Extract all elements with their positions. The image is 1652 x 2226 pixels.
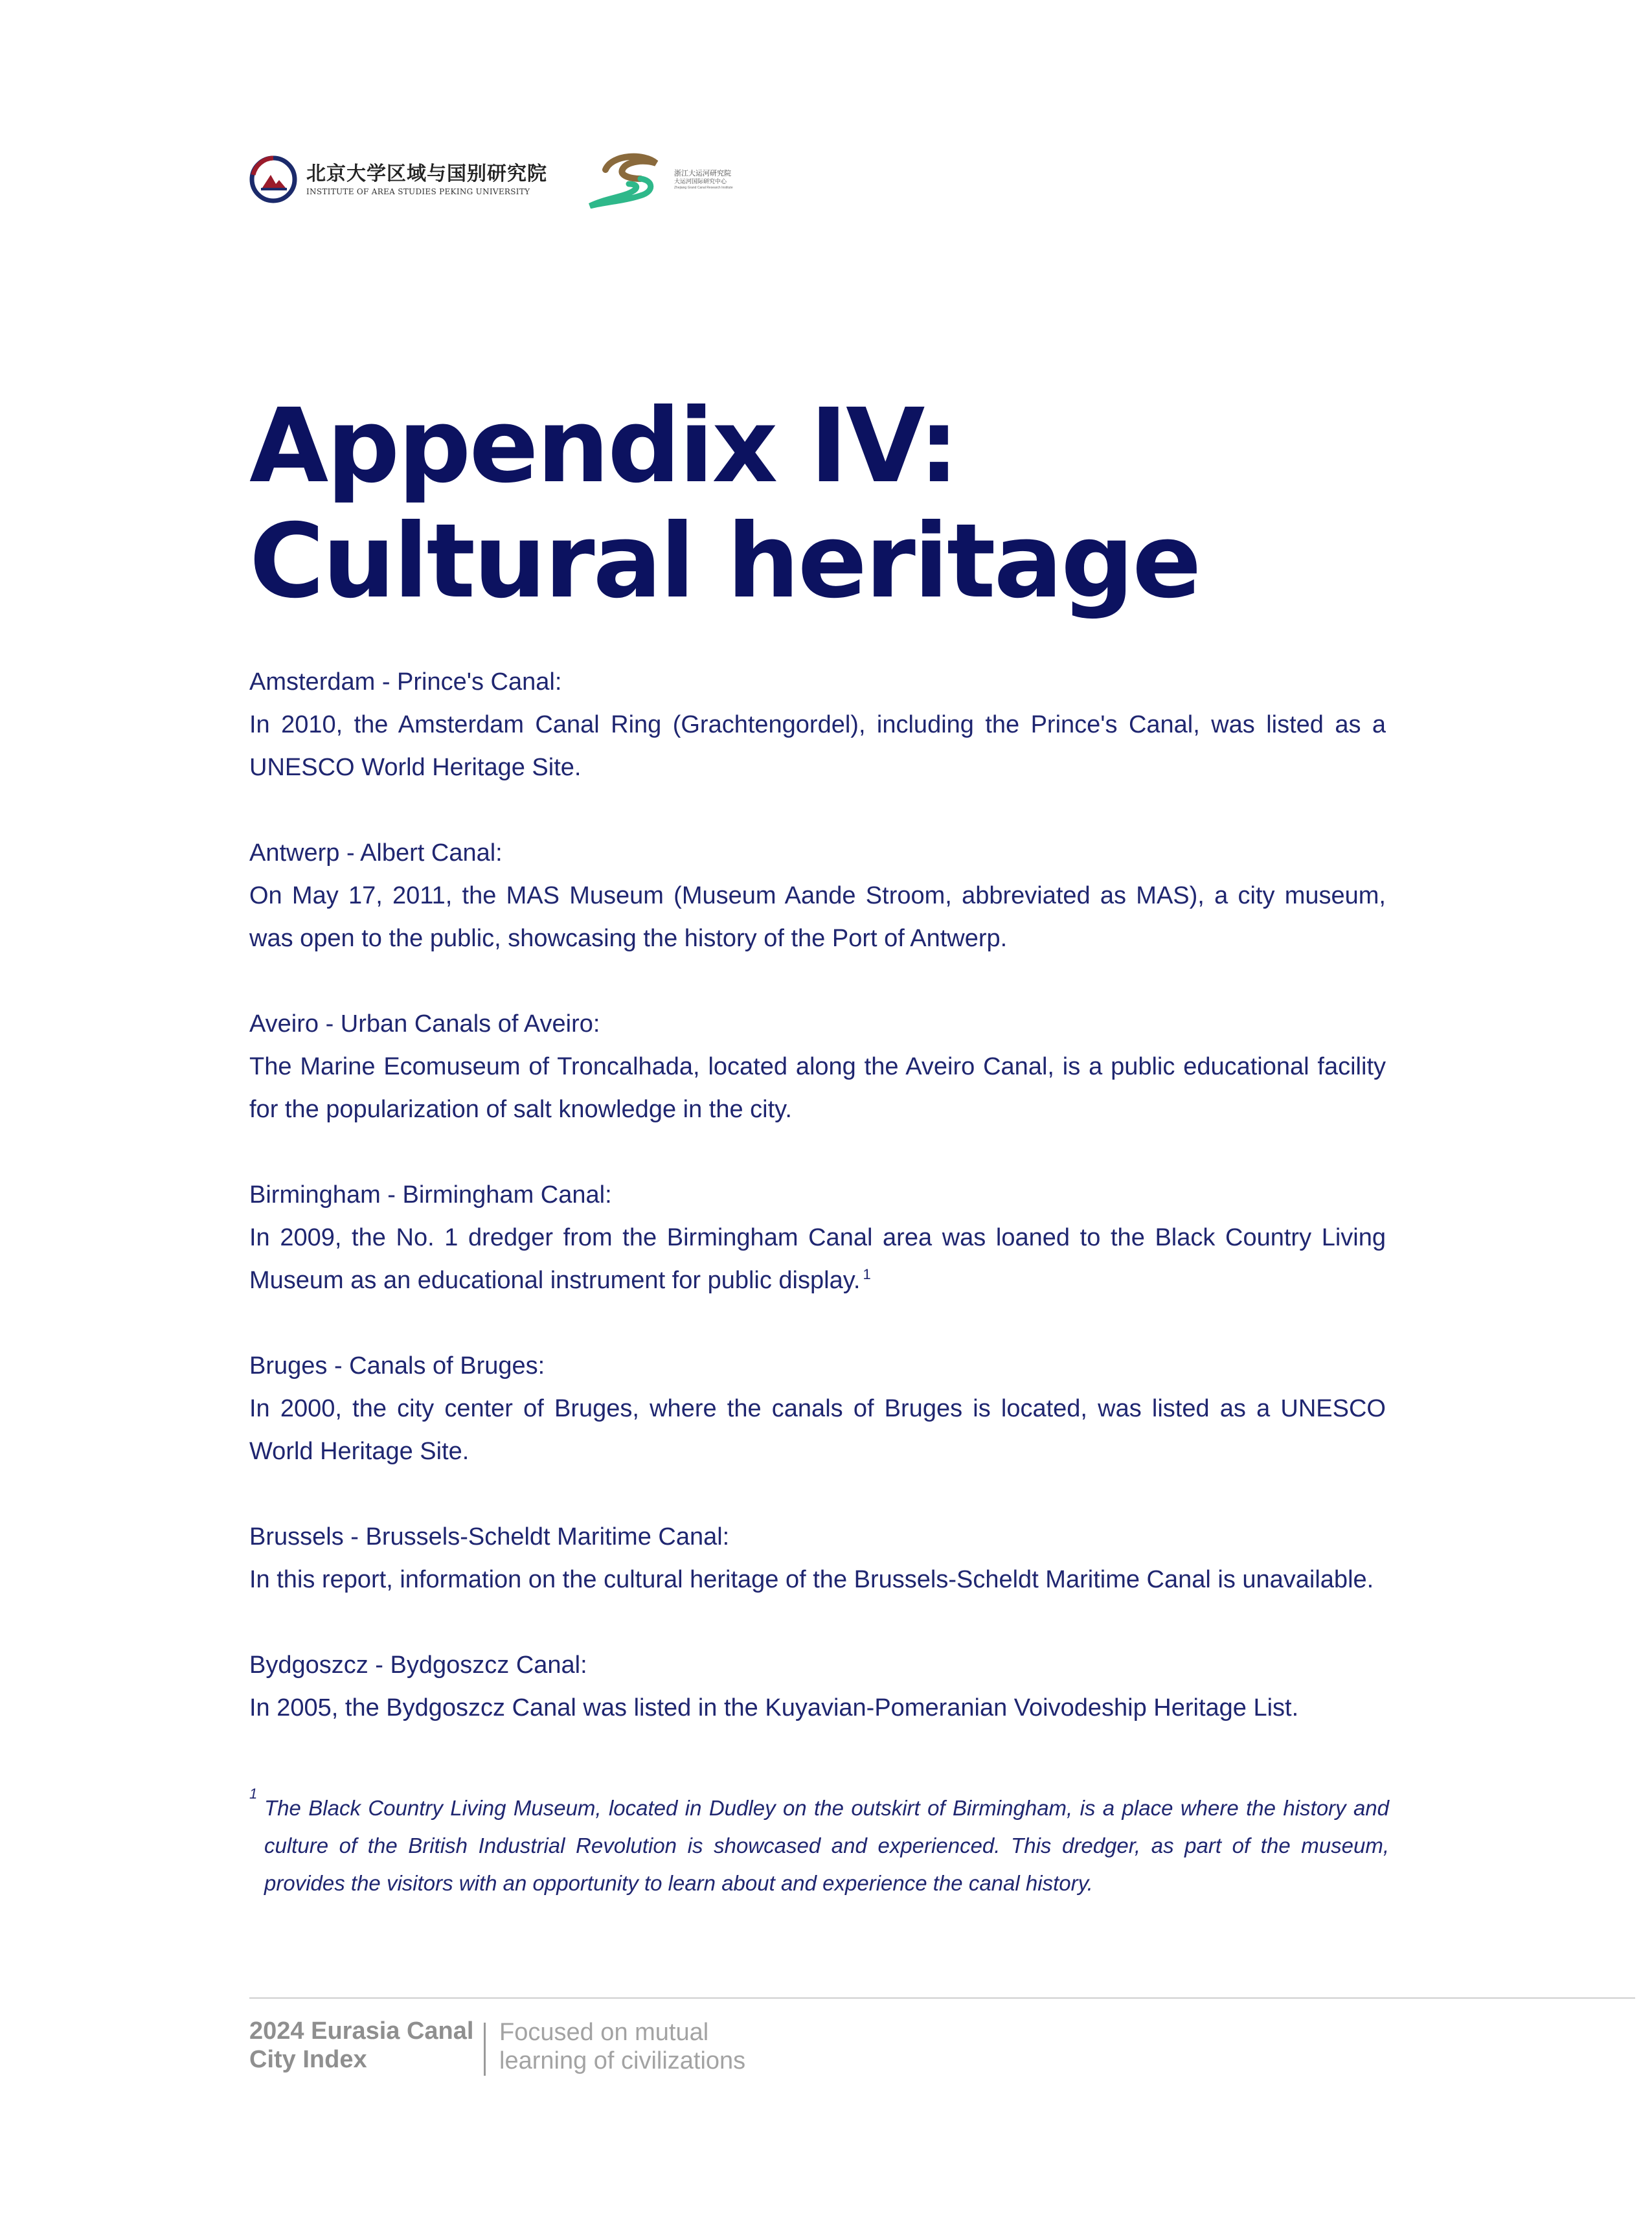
heritage-entry <box>249 1174 1386 1302</box>
entry-heading: Bydgoszcz - Bydgoszcz Canal: <box>249 1652 587 1679</box>
heritage-entry <box>249 1516 1386 1601</box>
entry-description: In 2010, the Amsterdam Canal Ring (Grachtengordel), including the Prince's Canal, was listed as a UNESCO World Heritage Site. <box>249 711 1386 781</box>
pku-emblem-icon <box>249 155 297 203</box>
footer-tagline: Focused on mutual learning of civilizations <box>499 2019 746 2074</box>
entry-heading: Amsterdam - Prince's Canal: <box>249 668 562 696</box>
footer-rule <box>249 1997 1635 1999</box>
entry-heading: Birmingham - Birmingham Canal: <box>249 1181 612 1209</box>
pku-institute-logo <box>249 155 547 203</box>
entry-description-text: In 2009, the No. 1 dredger from the Birmingham Canal area was loaned to the Black Country Living Museum as an educational instrument for public display. <box>249 1224 1386 1294</box>
footnote-marker: 1 <box>249 1786 258 1802</box>
entry-description: The Marine Ecomuseum of Troncalhada, located along the Aveiro Canal, is a public educational facility for the popularization of salt knowledge in the city. <box>249 1053 1386 1123</box>
pku-institute-name-cn: 北京大学区域与国别研究院 <box>306 163 547 185</box>
canal-swirl-icon <box>586 150 670 209</box>
heritage-entry <box>249 1644 1386 1729</box>
page-title-line1: Appendix IV: <box>249 387 958 506</box>
entry-description: In 2005, the Bydgoszcz Canal was listed in the Kuyavian-Pomeranian Voivodeship Heritage List. <box>249 1694 1299 1721</box>
entry-description: In 2000, the city center of Bruges, where the canals of Bruges is located, was listed as a UNESCO World Heritage Site. <box>249 1395 1386 1465</box>
entry-description: On May 17, 2011, the MAS Museum (Museum Aande Stroom, abbreviated as MAS), a city museum, was open to the public, showcasing the history of the Port of Antwerp. <box>249 882 1386 952</box>
entry-heading: Antwerp - Albert Canal: <box>249 839 503 867</box>
header-logos <box>249 150 733 209</box>
entry-heading: Brussels - Brussels-Scheldt Maritime Canal: <box>249 1523 730 1550</box>
footnote <box>249 1786 1389 1902</box>
heritage-entry <box>249 661 1386 789</box>
footer-divider <box>484 2023 486 2076</box>
pku-institute-name-en: INSTITUTE OF AREA STUDIES PEKING UNIVERSITY <box>306 187 530 196</box>
entry-heading: Bruges - Canals of Bruges: <box>249 1352 545 1380</box>
footnote-text: The Black Country Living Museum, located in Dudley on the outskirt of Birmingham, is a place where the history and culture of the British Industrial Revolution is showcased and experienced. This dredger, as part of the museum, provides the visitors with an opportunity to learn about and experience the canal history. <box>264 1796 1389 1895</box>
heritage-entry <box>249 832 1386 960</box>
heritage-entries <box>249 661 1386 1772</box>
entry-description <box>249 1216 1386 1302</box>
page-title-line2: Cultural heritage <box>249 502 1200 621</box>
entry-heading: Aveiro - Urban Canals of Aveiro: <box>249 1010 600 1038</box>
canal-institute-name-line1: 浙江大运河研究院 <box>674 168 731 177</box>
page-title <box>249 389 1199 619</box>
canal-institute-logo <box>586 150 733 209</box>
heritage-entry <box>249 1003 1386 1131</box>
canal-institute-name-line2: 大运河国际研究中心 <box>674 178 727 185</box>
heritage-entry <box>249 1345 1386 1473</box>
footer-report-title: 2024 Eurasia Canal City Index <box>249 2017 474 2073</box>
entry-description: In this report, information on the cultural heritage of the Brussels-Scheldt Maritime Canal is unavailable. <box>249 1566 1374 1593</box>
canal-institute-name-line3: Zhejiang Grand Canal Research Institute <box>674 185 733 190</box>
footnote-reference[interactable]: 1 <box>863 1266 871 1283</box>
